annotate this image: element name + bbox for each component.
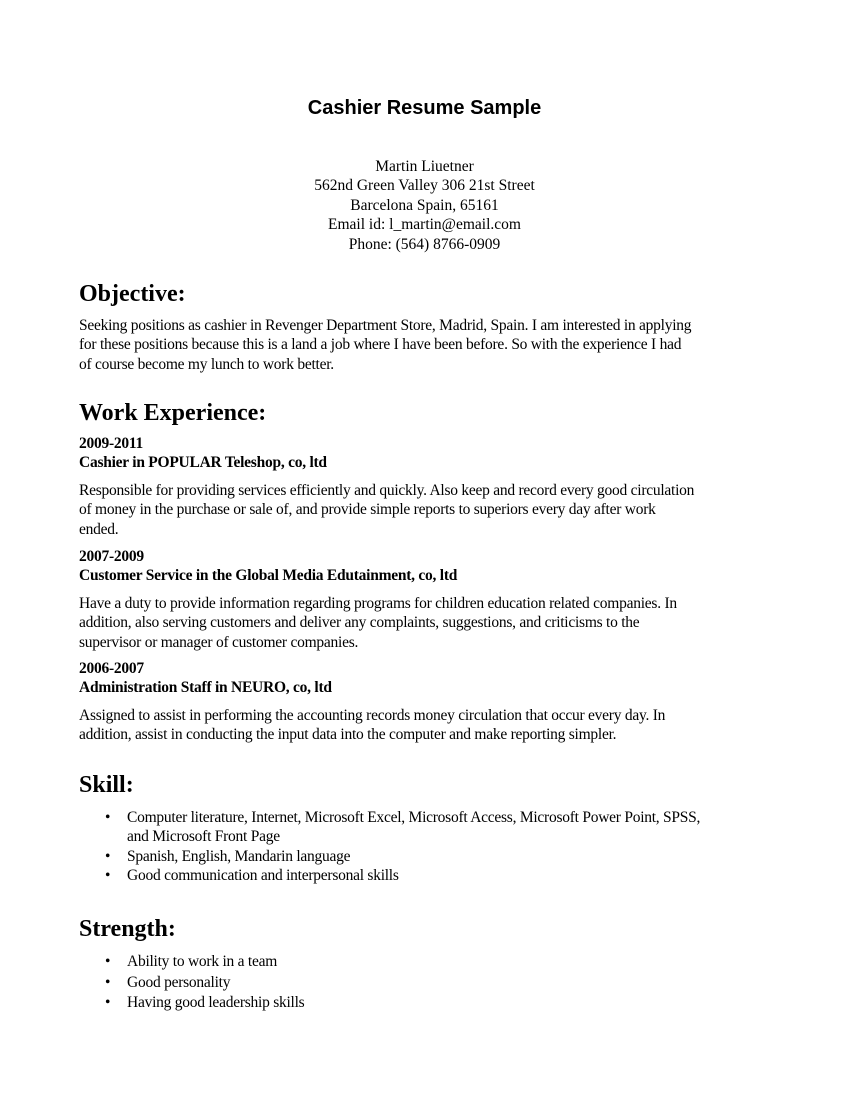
job-role: Cashier in POPULAR Teleshop, co, ltd (79, 454, 327, 472)
job-years: 2009-2011 (79, 435, 144, 452)
page-title: Cashier Resume Sample (307, 97, 542, 119)
strength-item: • Ability to work in a team (79, 952, 304, 973)
job-description-line: Have a duty to provide information regarding programs for children education related companies. In (79, 594, 677, 612)
job-description-line: Assigned to assist in performing the accounting records money circulation that occur every day. In (79, 706, 666, 724)
objective-heading: Objective: (79, 281, 186, 307)
job-description-line: supervisor or manager of customer companies. (79, 633, 359, 651)
skill-list (79, 808, 700, 886)
job-years: 2006-2007 (79, 660, 144, 677)
skill-item (79, 847, 700, 866)
job-entry (79, 434, 694, 539)
skill-item (79, 808, 700, 847)
contact-email: Email id: l_martin@email.com (328, 216, 521, 234)
strength-list (79, 952, 304, 1014)
job-description-line: ended. (79, 520, 119, 538)
skill-item-line: and Microsoft Front Page (127, 828, 280, 846)
contact-name: Martin Liuetner (375, 158, 474, 175)
contact-address-line2: Barcelona Spain, 65161 (350, 196, 499, 214)
job-description-line: Responsible for providing services efficiently and quickly. Also keep and record every good circulation (79, 481, 695, 499)
contact-phone: Phone: (564) 8766-0909 (348, 235, 501, 253)
job-role: Administration Staff in NEURO, co, ltd (79, 679, 332, 697)
objective-line: of course become my lunch to work better. (79, 355, 334, 373)
skill-heading: Skill: (79, 772, 134, 798)
job-description-line: addition, also serving customers and deliver any complaints, suggestions, and criticisms to the (79, 614, 640, 632)
job-role: Customer Service in the Global Media Edutainment, co, ltd (79, 567, 458, 585)
job-entry (79, 547, 677, 652)
contact-address-line1: 562nd Green Valley 306 21st Street (314, 177, 535, 195)
job-years: 2007-2009 (79, 548, 144, 565)
skill-item-line: • Good communication and interpersonal skills (127, 867, 399, 885)
strength-item: • Having good leadership skills (79, 993, 304, 1014)
job-entry (79, 659, 665, 745)
strength-item: • Good personality (79, 973, 304, 994)
strength-heading: Strength: (79, 916, 176, 942)
skill-item-line: • Spanish, English, Mandarin language (127, 847, 351, 865)
job-description-line: of money in the purchase or sale of, and provide simple reports to superiors every day after work (79, 501, 656, 519)
work-experience-heading: Work Experience: (79, 400, 267, 426)
objective-line: Seeking positions as cashier in Revenger Department Store, Madrid, Spain. I am interested in applying (79, 317, 692, 334)
objective-text (79, 316, 691, 374)
contact-block (0, 157, 849, 254)
job-description-line: addition, assist in conducting the input data into the computer and make reporting simpler. (79, 726, 617, 744)
skill-item-line: • Computer literature, Internet, Microsoft Excel, Microsoft Access, Microsoft Power Point, SPSS, (127, 809, 701, 826)
objective-line: for these positions because this is a land a job where I have been before. So with the experience I had (79, 336, 682, 354)
skill-item (79, 866, 700, 885)
